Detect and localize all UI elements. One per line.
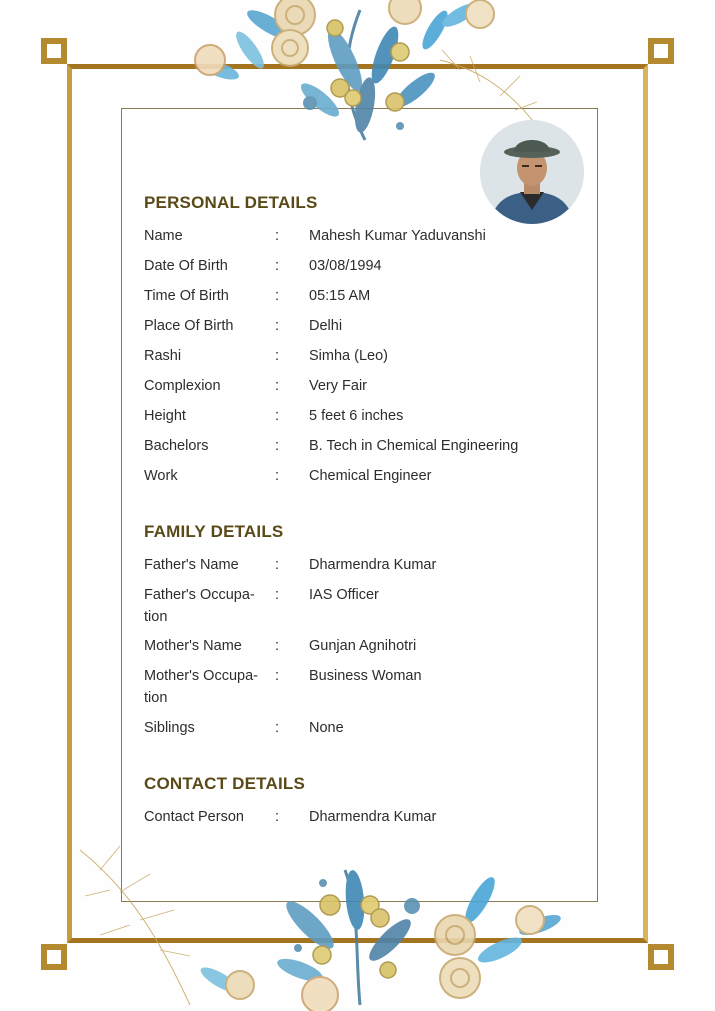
family-details-heading: FAMILY DETAILS xyxy=(144,522,284,541)
row-colon: : xyxy=(275,408,280,424)
row-value: IAS Officer xyxy=(309,587,379,603)
row-colon: : xyxy=(275,809,280,825)
row-value: Dharmendra Kumar xyxy=(309,809,437,825)
row-colon: : xyxy=(275,638,280,654)
row-value: Business Woman xyxy=(309,668,422,684)
row-value: Mahesh Kumar Yaduvanshi xyxy=(309,228,486,244)
row-value: 05:15 AM xyxy=(309,288,371,304)
person-avatar-icon xyxy=(480,120,584,224)
row-label: Siblings xyxy=(144,720,195,736)
row-value: Dharmendra Kumar xyxy=(309,557,437,573)
row-label: Date Of Birth xyxy=(144,258,228,274)
row-value: B. Tech in Chemical Engineering xyxy=(309,438,519,454)
row-colon: : xyxy=(275,318,280,334)
row-colon: : xyxy=(275,288,280,304)
row-label: Contact Person xyxy=(144,809,244,825)
row-label: Time Of Birth xyxy=(144,288,229,304)
bottom-floral-decoration-icon xyxy=(70,830,590,1011)
row-label-continued: tion xyxy=(144,609,168,625)
row-label: Mother's Name xyxy=(144,638,242,654)
top-floral-decoration-icon xyxy=(160,0,560,150)
row-colon: : xyxy=(275,258,280,274)
row-value: Chemical Engineer xyxy=(309,468,432,484)
row-value: Gunjan Agnihotri xyxy=(309,638,417,654)
corner-ornament-bottom-left xyxy=(41,944,67,970)
row-label: Mother's Occupa- xyxy=(144,668,258,684)
row-label: Bachelors xyxy=(144,438,209,454)
row-label: Name xyxy=(144,228,183,244)
profile-photo xyxy=(480,120,584,224)
row-label: Height xyxy=(144,408,186,424)
row-colon: : xyxy=(275,668,280,684)
contact-details-heading: CONTACT DETAILS xyxy=(144,774,306,793)
row-value: 5 feet 6 inches xyxy=(309,408,404,424)
row-label: Complexion xyxy=(144,378,221,394)
personal-details-heading: PERSONAL DETAILS xyxy=(144,193,318,212)
row-label: Place Of Birth xyxy=(144,318,234,334)
row-colon: : xyxy=(275,228,280,244)
row-value: Delhi xyxy=(309,318,343,334)
corner-ornament-top-left xyxy=(41,38,67,64)
row-label: Work xyxy=(144,468,178,484)
row-value: Very Fair xyxy=(309,378,368,394)
corner-ornament-top-right xyxy=(648,38,674,64)
row-colon: : xyxy=(275,587,280,603)
row-colon: : xyxy=(275,720,280,736)
row-colon: : xyxy=(275,348,280,364)
row-colon: : xyxy=(275,468,280,484)
row-value: None xyxy=(309,720,344,736)
row-label: Rashi xyxy=(144,348,182,364)
row-value: 03/08/1994 xyxy=(309,258,382,274)
row-colon: : xyxy=(275,378,280,394)
corner-ornament-bottom-right xyxy=(648,944,674,970)
row-colon: : xyxy=(275,557,280,573)
row-label-continued: tion xyxy=(144,690,168,706)
row-colon: : xyxy=(275,438,280,454)
row-value: Simha (Leo) xyxy=(309,348,388,364)
row-label: Father's Name xyxy=(144,557,239,573)
row-label: Father's Occupa- xyxy=(144,587,255,603)
